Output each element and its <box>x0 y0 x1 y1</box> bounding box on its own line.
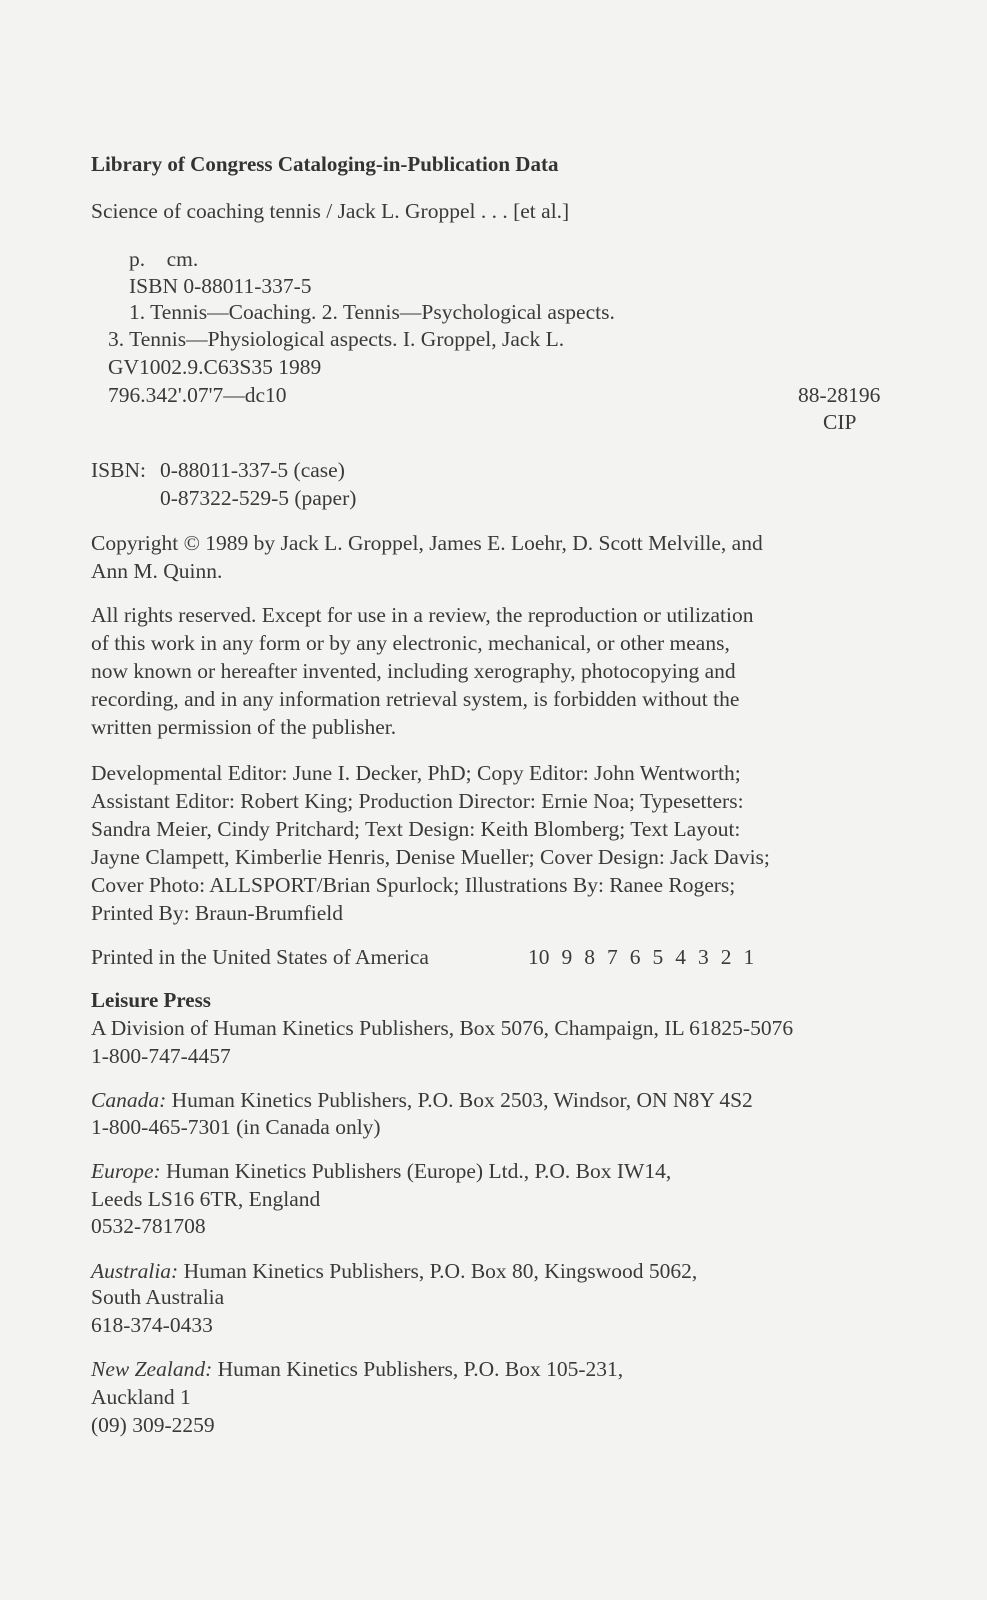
isbn-label: ISBN: <box>91 458 146 482</box>
printing-number: 2 <box>720 945 732 969</box>
office-address: Human Kinetics Publishers, P.O. Box 105-231, <box>212 1357 624 1381</box>
office-europe-phone: 0532-781708 <box>91 1214 206 1238</box>
printing-number: 3 <box>698 945 709 969</box>
office-europe <box>91 1157 671 1185</box>
cip-lccn: 88-28196 <box>798 383 881 407</box>
office-australia <box>91 1257 697 1285</box>
cip-title-line: Science of coaching tennis / Jack L. Groppel . . . [et al.] <box>91 199 570 223</box>
office-label: Australia: <box>91 1259 179 1283</box>
printing-number: 10 <box>528 945 550 969</box>
office-label: New Zealand: <box>91 1357 213 1381</box>
cip-subjects-1: 1. Tennis—Coaching. 2. Tennis—Psychological aspects. <box>129 300 615 324</box>
isbn-case: 0-88011-337-5 (case) <box>160 458 345 482</box>
credits-line: Jayne Clampett, Kimberlie Henris, Denise Mueller; Cover Design: Jack Davis; <box>91 845 770 869</box>
credits-line: Developmental Editor: June I. Decker, PhD; Copy Editor: John Wentworth; <box>91 761 741 785</box>
office-label: Europe: <box>91 1159 161 1183</box>
rights-line: recording, and in any information retrieval system, is forbidden without the <box>91 687 740 711</box>
printing-numbers <box>528 943 766 971</box>
office-australia-phone: 618-374-0433 <box>91 1313 213 1337</box>
cip-physical: p. cm. <box>129 247 199 271</box>
rights-line: now known or hereafter invented, including xerography, photocopying and <box>91 659 736 683</box>
office-australia-region: South Australia <box>91 1285 225 1309</box>
copyright-line-1: Copyright © 1989 by Jack L. Groppel, James E. Loehr, D. Scott Melville, and <box>91 531 763 555</box>
isbn-paper: 0-87322-529-5 (paper) <box>160 486 357 510</box>
printing-number: 6 <box>629 945 641 969</box>
office-europe-city: Leeds LS16 6TR, England <box>91 1187 321 1211</box>
publisher-division: A Division of Human Kinetics Publishers, Box 5076, Champaign, IL 61825-5076 <box>91 1016 794 1040</box>
office-canada-phone: 1-800-465-7301 (in Canada only) <box>91 1115 381 1139</box>
printed-in: Printed in the United States of America <box>91 945 429 969</box>
cip-lc-class: GV1002.9.C63S35 1989 <box>108 355 322 379</box>
credits-line: Assistant Editor: Robert King; Production Director: Ernie Noa; Typesetters: <box>91 789 744 813</box>
office-label: Canada: <box>91 1088 167 1112</box>
printing-number: 7 <box>607 945 618 969</box>
printing-number: 1 <box>743 945 755 969</box>
office-new-zealand-city: Auckland 1 <box>91 1385 191 1409</box>
printing-number: 9 <box>561 945 573 969</box>
printing-number: 4 <box>675 945 686 969</box>
cip-heading: Library of Congress Cataloging-in-Publication Data <box>91 152 559 176</box>
printing-number: 8 <box>584 945 595 969</box>
cip-dewey: 796.342'.07'7—dc10 <box>108 383 287 407</box>
cip-isbn: ISBN 0-88011-337-5 <box>129 274 312 298</box>
office-address: Human Kinetics Publishers, P.O. Box 2503, Windsor, ON N8Y 4S2 <box>166 1088 753 1112</box>
publisher-name: Leisure Press <box>91 988 211 1012</box>
rights-line: written permission of the publisher. <box>91 715 397 739</box>
office-address: Human Kinetics Publishers, P.O. Box 80, Kingswood 5062, <box>178 1259 698 1283</box>
office-new-zealand <box>91 1355 623 1383</box>
publisher-phone: 1-800-747-4457 <box>91 1044 231 1068</box>
credits-line: Cover Photo: ALLSPORT/Brian Spurlock; Illustrations By: Ranee Rogers; <box>91 873 736 897</box>
cip-subjects-2: 3. Tennis—Physiological aspects. I. Groppel, Jack L. <box>108 327 565 351</box>
office-new-zealand-phone: (09) 309-2259 <box>91 1413 215 1437</box>
rights-line: of this work in any form or by any electronic, mechanical, or other means, <box>91 631 730 655</box>
office-canada <box>91 1086 753 1114</box>
office-address: Human Kinetics Publishers (Europe) Ltd., P.O. Box IW14, <box>160 1159 672 1183</box>
credits-line: Sandra Meier, Cindy Pritchard; Text Design: Keith Blomberg; Text Layout: <box>91 817 741 841</box>
rights-line: All rights reserved. Except for use in a review, the reproduction or utilization <box>91 603 754 627</box>
credits-line: Printed By: Braun-Brumfield <box>91 901 343 925</box>
printing-number: 5 <box>652 945 664 969</box>
copyright-line-2: Ann M. Quinn. <box>91 559 223 583</box>
cip-mark: CIP <box>823 410 857 434</box>
